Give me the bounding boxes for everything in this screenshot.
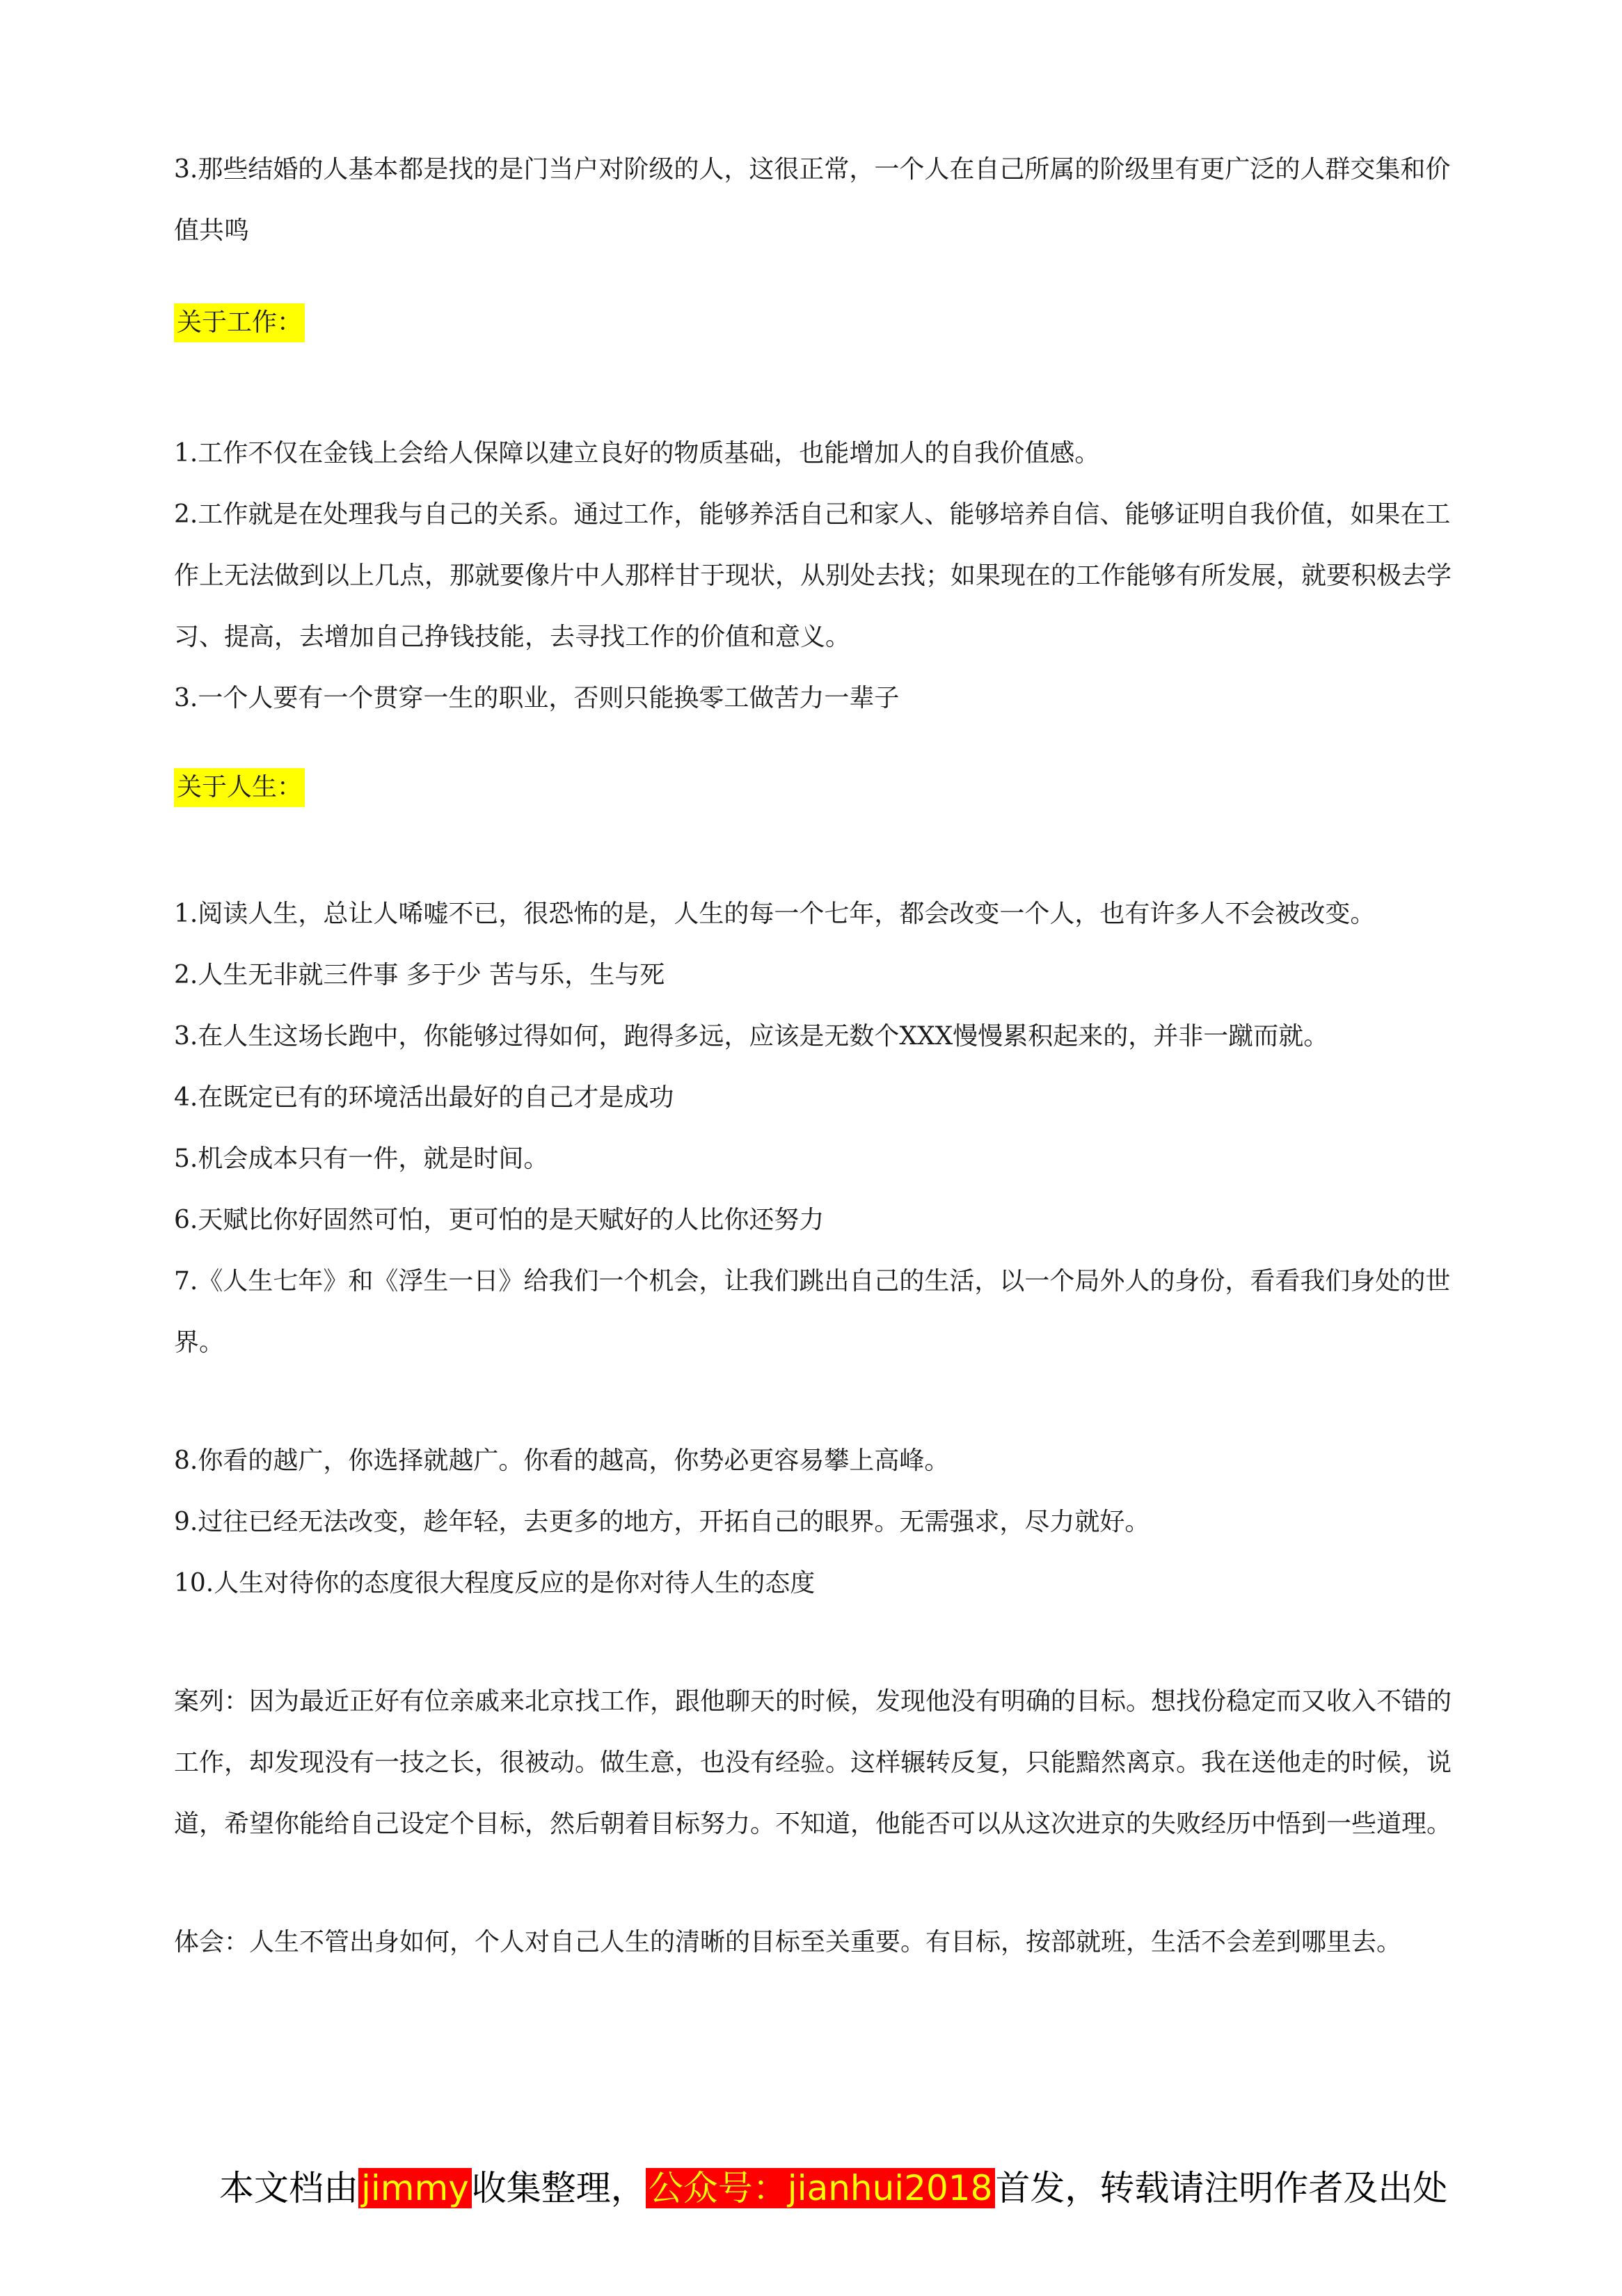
life-item: 3.在人生这场长跑中，你能够过得如何，跑得多远，应该是无数个XXX慢慢累积起来的，并非一蹴而就。: [174, 1022, 1329, 1051]
footer-middle: 收集整理，: [471, 2168, 646, 2208]
life-item: 5.机会成本只有一件，就是时间。: [174, 1145, 549, 1173]
document-footer: [219, 2160, 1472, 2216]
document-body: [174, 139, 1461, 1973]
life-item: 7.《人生七年》和《浮生一日》给我们一个机会，让我们跳出自己的生活，以一个局外人的身份，看看我们身处的世界。: [174, 1267, 1451, 1357]
case-paragraph: 案列：因为最近正好有位亲戚来北京找工作，跟他聊天的时候，发现他没有明确的目标。想找份稳定而又收入不错的工作，却发现没有一技之长，很被动。做生意，也没有经验。这样辗转反复，只能黯然离京。我在送他走的时候，说道，希望你能给自己设定个目标，然后朝着目标努力。不知道，他能否可以从这次进京的失败经历中悟到一些道理。: [174, 1687, 1452, 1838]
footer-author: jimmy: [358, 2168, 472, 2208]
life-item: 9.过往已经无法改变，趁年轻，去更多的地方，开拓自己的眼界。无需强求，尽力就好。: [174, 1508, 1150, 1536]
intro-paragraph: 3.那些结婚的人基本都是找的是门当户对阶级的人，这很正常，一个人在自己所属的阶级里有更广泛的人群交集和价值共鸣: [174, 155, 1451, 245]
life-item: 10.人生对待你的态度很大程度反应的是你对待人生的态度: [174, 1569, 816, 1597]
life-section-heading: 关于人生：: [174, 768, 305, 807]
life-item: 2.人生无非就三件事 多于少 苦与乐，生与死: [174, 961, 665, 989]
footer-suffix: 首发，转载请注明作者及出处: [995, 2168, 1448, 2208]
work-section-heading: 关于工作：: [174, 303, 305, 342]
work-item: 1.工作不仅在金钱上会给人保障以建立良好的物质基础，也能增加人的自我价值感。: [174, 439, 1100, 468]
life-item: 6.天赋比你好固然可怕，更可怕的是天赋好的人比你还努力: [174, 1206, 825, 1234]
footer-account: 公众号：jianhui2018: [646, 2168, 996, 2208]
reflection-paragraph: 体会：人生不管出身如何，个人对自己人生的清晰的目标至关重要。有目标，按部就班，生活不会差到哪里去。: [174, 1928, 1402, 1956]
life-item: 4.在既定已有的环境活出最好的自己才是成功: [174, 1083, 674, 1112]
work-item: 2.工作就是在处理我与自己的关系。通过工作，能够养活自己和家人、能够培养自信、能够证明自我价值，如果在工作上无法做到以上几点，那就要像片中人那样甘于现状，从别处去找；如果现在的工作能够有所发展，就要积极去学习、提高，去增加自己挣钱技能，去寻找工作的价值和意义。: [174, 500, 1452, 651]
work-item: 3.一个人要有一个贯穿一生的职业，否则只能换零工做苦力一辈子: [174, 684, 900, 712]
life-item: 1.阅读人生，总让人唏嘘不已，很恐怖的是，人生的每一个七年，都会改变一个人，也有许多人不会被改变。: [174, 900, 1376, 928]
life-item: 8.你看的越广，你选择就越广。你看的越高，你势必更容易攀上高峰。: [174, 1446, 950, 1475]
footer-prefix: 本文档由: [219, 2168, 358, 2208]
